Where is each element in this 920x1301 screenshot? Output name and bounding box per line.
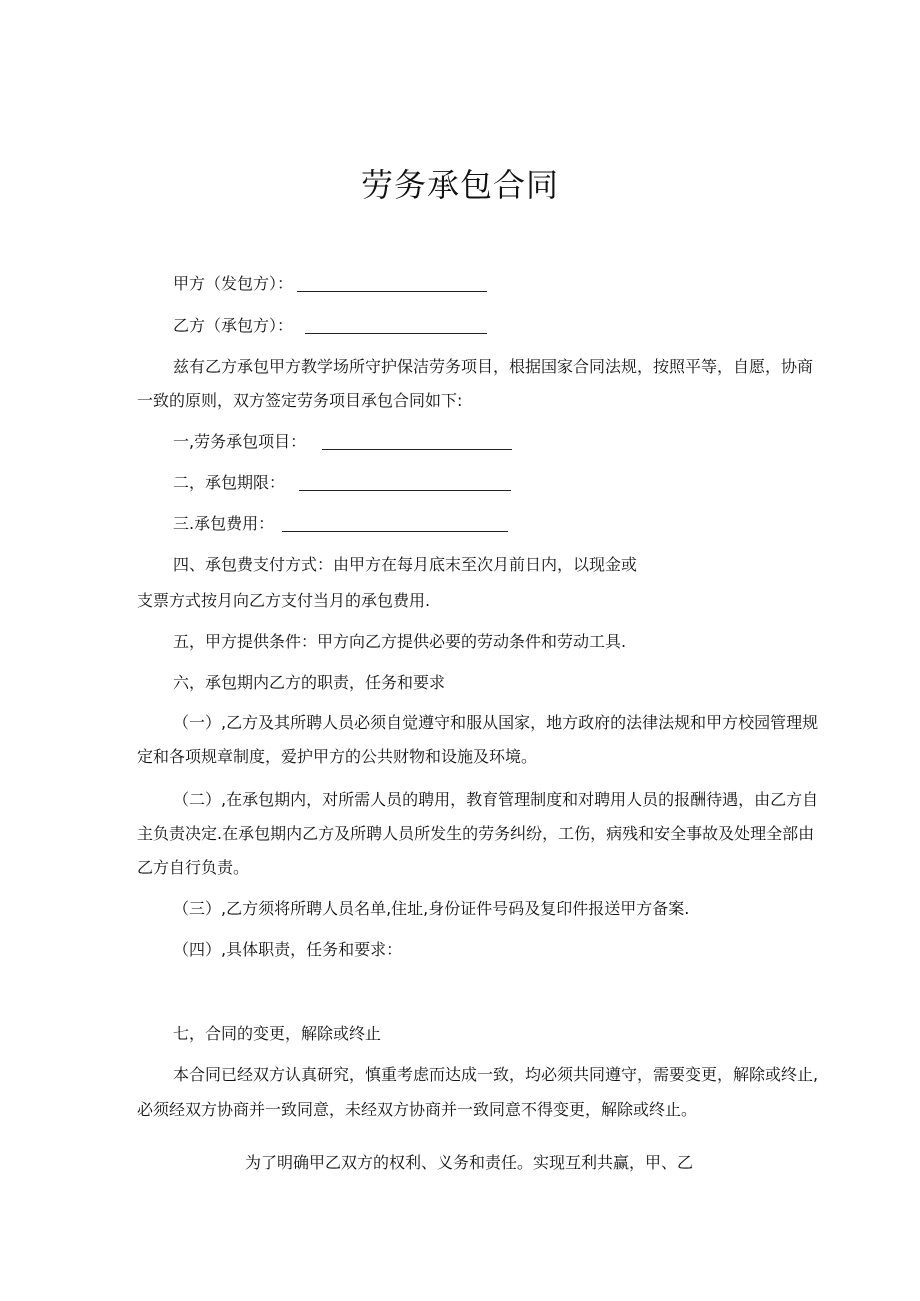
- item3-blank[interactable]: [282, 515, 508, 532]
- document-title: 劳务承包合同: [360, 166, 559, 204]
- party-b-blank[interactable]: [305, 317, 487, 334]
- item2-blank[interactable]: [299, 474, 511, 491]
- item7-line-1: 本合同已经双方认真研究，慎重考虑而达成一致，均必须共同遵守，需要变更，解除或终止,: [173, 1065, 819, 1084]
- item7: 七，合同的变更，解除或终止: [173, 1024, 382, 1043]
- party-a-row: [173, 273, 487, 295]
- party-b-row: [173, 315, 487, 337]
- closing-line: 为了明确甲乙双方的权利、义务和责任。实现互利共赢，甲、乙: [245, 1153, 694, 1172]
- item2-label: 二，承包期限：: [173, 473, 286, 492]
- item1-blank[interactable]: [322, 433, 512, 450]
- item1-row: [173, 431, 512, 453]
- item3-row: [173, 513, 508, 535]
- item5: 五，甲方提供条件：甲方向乙方提供必要的劳动条件和劳动工具.: [173, 632, 627, 651]
- party-b-label: 乙方（承包方）：: [173, 316, 294, 335]
- party-a-blank[interactable]: [297, 275, 487, 292]
- sub4: （四）,具体职责，任务和要求：: [173, 940, 403, 959]
- intro-line-2: 一致的原则，双方签定劳务项目承包合同如下:: [137, 391, 463, 410]
- sub2-line-2: 主负责决定.在承包期内乙方及所聘人员所发生的劳务纠纷，工伤，病残和安全事故及处理全部由: [137, 824, 815, 843]
- item3-label: 三.承包费用：: [173, 514, 275, 533]
- item6: 六，承包期内乙方的职责，任务和要求: [173, 673, 446, 692]
- sub1-line-1: （一）,乙方及其所聘人员必须自觉遵守和服从国家，地方政府的法律法规和甲方校园管理规: [173, 713, 819, 732]
- party-a-label: 甲方（发包方）：: [173, 274, 294, 293]
- item7-line-2: 必须经双方协商并一致同意，未经双方协商并一致同意不得变更，解除或终止。: [137, 1100, 698, 1119]
- sub2-line-3: 乙方自行负责。: [137, 858, 250, 877]
- sub2-line-1: （二）,在承包期内，对所需人员的聘用，教育管理制度和对聘用人员的报酬待遇，由乙方自: [173, 790, 819, 809]
- intro-line-1: 兹有乙方承包甲方教学场所守护保洁劳务项目，根据国家合同法规，按照平等，自愿，协商: [173, 357, 814, 376]
- sub3: （三）,乙方须将所聘人员名单,住址,身份证件号码及复印件报送甲方备案.: [173, 899, 690, 918]
- item4-line-2: 支票方式按月向乙方支付当月的承包费用.: [137, 591, 431, 610]
- item2-row: [173, 472, 511, 494]
- item1-label: 一,劳务承包项目：: [173, 432, 307, 451]
- item4-line-1: 四、承包费支付方式：由甲方在每月底末至次月前日内，以现金或: [173, 555, 638, 574]
- sub1-line-2: 定和各项规章制度，爱护甲方的公共财物和设施及环境。: [137, 747, 538, 766]
